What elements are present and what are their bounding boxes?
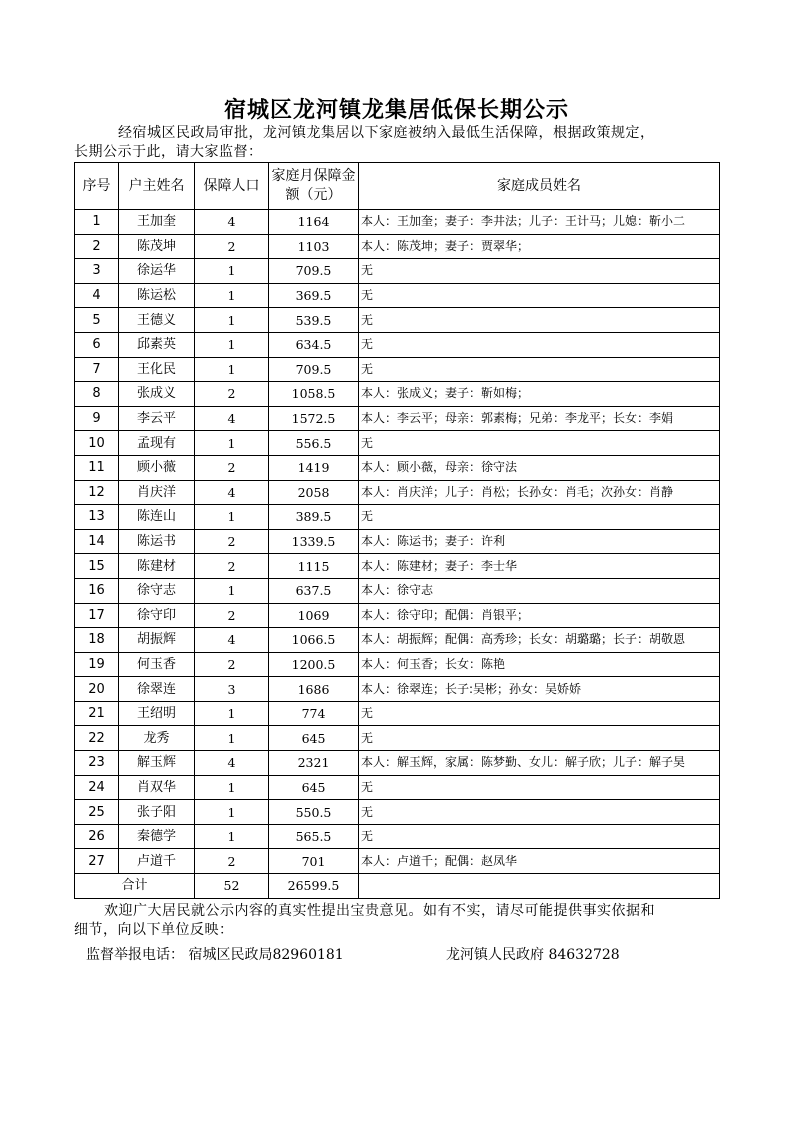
row-householder-name: 徐翠连 <box>119 677 195 702</box>
row-people-count: 1 <box>195 259 269 284</box>
row-people-count: 1 <box>195 283 269 308</box>
family-members-text: 本人：顾小薇，母亲：徐守法 <box>361 460 518 475</box>
row-householder-name: 何玉香 <box>119 652 195 677</box>
row-monthly-amount: 389.5 <box>269 505 359 530</box>
row-monthly-amount: 1686 <box>269 677 359 702</box>
row-no: 25 <box>75 800 119 825</box>
row-no: 26 <box>75 824 119 849</box>
total-amount: 26599.5 <box>269 874 359 899</box>
family-members-text: 本人：陈运书；妻子：许利 <box>361 534 506 549</box>
row-no: 14 <box>75 529 119 554</box>
table-row <box>75 259 720 284</box>
row-no: 3 <box>75 259 119 284</box>
table-row <box>75 505 720 530</box>
table-row <box>75 234 720 259</box>
row-family-members <box>359 259 720 284</box>
row-monthly-amount: 2058 <box>269 480 359 505</box>
row-monthly-amount: 634.5 <box>269 332 359 357</box>
family-members-text: 本人：徐守志 <box>361 583 434 598</box>
family-members-text: 无 <box>361 829 374 844</box>
row-monthly-amount: 550.5 <box>269 800 359 825</box>
outro-line-2: 细节，向以下单位反映： <box>74 922 234 938</box>
row-monthly-amount: 556.5 <box>269 431 359 456</box>
row-family-members <box>359 332 720 357</box>
row-householder-name: 张子阳 <box>119 800 195 825</box>
row-family-members <box>359 529 720 554</box>
row-no: 15 <box>75 554 119 579</box>
table-row <box>75 701 720 726</box>
row-householder-name: 王化民 <box>119 357 195 382</box>
row-no: 12 <box>75 480 119 505</box>
row-householder-name: 顾小薇 <box>119 455 195 480</box>
table-row <box>75 406 720 431</box>
row-no: 19 <box>75 652 119 677</box>
row-family-members <box>359 578 720 603</box>
row-monthly-amount: 1339.5 <box>269 529 359 554</box>
row-family-members <box>359 701 720 726</box>
row-no: 10 <box>75 431 119 456</box>
family-members-text: 本人：陈建材；妻子：李士华 <box>361 558 518 573</box>
row-people-count: 1 <box>195 578 269 603</box>
contact-town-government: 龙河镇人民政府 84632728 <box>446 947 620 963</box>
row-family-members <box>359 726 720 751</box>
family-members-text: 无 <box>361 435 374 450</box>
row-householder-name: 邱素英 <box>119 332 195 357</box>
row-householder-name: 陈运书 <box>119 529 195 554</box>
row-householder-name: 肖双华 <box>119 775 195 800</box>
row-householder-name: 龙秀 <box>119 726 195 751</box>
table-row <box>75 578 720 603</box>
row-monthly-amount: 1419 <box>269 455 359 480</box>
row-people-count: 4 <box>195 628 269 653</box>
row-people-count: 2 <box>195 455 269 480</box>
intro-line-2: 长期公示于此，请大家监督： <box>74 144 263 160</box>
row-people-count: 4 <box>195 406 269 431</box>
table-row <box>75 382 720 407</box>
row-people-count: 2 <box>195 554 269 579</box>
row-family-members <box>359 480 720 505</box>
row-householder-name: 卢道千 <box>119 849 195 874</box>
header-name: 户主姓名 <box>119 163 195 210</box>
row-monthly-amount: 645 <box>269 775 359 800</box>
row-householder-name: 王德义 <box>119 308 195 333</box>
table-row <box>75 824 720 849</box>
row-monthly-amount: 774 <box>269 701 359 726</box>
family-members-text: 无 <box>361 337 374 352</box>
intro-paragraph <box>74 124 724 162</box>
row-no: 13 <box>75 505 119 530</box>
row-householder-name: 徐守志 <box>119 578 195 603</box>
row-monthly-amount: 1115 <box>269 554 359 579</box>
table-row <box>75 726 720 751</box>
table-row <box>75 849 720 874</box>
family-members-text: 本人：徐守印；配偶：肖银平； <box>361 607 530 622</box>
row-people-count: 1 <box>195 824 269 849</box>
family-members-text: 无 <box>361 263 374 278</box>
table-row <box>75 751 720 776</box>
table-row <box>75 652 720 677</box>
row-householder-name: 王绍明 <box>119 701 195 726</box>
row-monthly-amount: 637.5 <box>269 578 359 603</box>
row-no: 6 <box>75 332 119 357</box>
family-members-text: 本人：卢道千；配偶：赵凤华 <box>361 853 518 868</box>
family-members-text: 无 <box>361 804 374 819</box>
table-row <box>75 455 720 480</box>
row-no: 22 <box>75 726 119 751</box>
row-people-count: 1 <box>195 726 269 751</box>
row-people-count: 1 <box>195 357 269 382</box>
row-people-count: 3 <box>195 677 269 702</box>
family-members-text: 无 <box>361 730 374 745</box>
row-family-members <box>359 505 720 530</box>
table-row <box>75 628 720 653</box>
row-no: 7 <box>75 357 119 382</box>
contact-line <box>86 944 620 964</box>
row-householder-name: 陈茂坤 <box>119 234 195 259</box>
row-people-count: 1 <box>195 308 269 333</box>
family-members-text: 无 <box>361 312 374 327</box>
row-people-count: 4 <box>195 210 269 235</box>
row-family-members <box>359 308 720 333</box>
row-no: 23 <box>75 751 119 776</box>
subsistence-allowance-table <box>74 162 720 899</box>
row-family-members <box>359 554 720 579</box>
row-people-count: 1 <box>195 701 269 726</box>
row-family-members <box>359 382 720 407</box>
family-members-text: 本人：解玉辉，家属：陈梦勤、女儿：解子欣；儿子：解子昊 <box>361 755 686 770</box>
row-householder-name: 陈连山 <box>119 505 195 530</box>
intro-line-1: 经宿城区民政局审批，龙河镇龙集居以下家庭被纳入最低生活保障，根据政策规定， <box>118 125 655 141</box>
family-members-text: 本人：陈茂坤；妻子：贾翠华； <box>361 238 530 253</box>
contact-civil-affairs: 监督举报电话： 宿城区民政局82960181 <box>86 947 344 963</box>
feedback-paragraph <box>74 902 724 940</box>
row-no: 16 <box>75 578 119 603</box>
row-people-count: 2 <box>195 603 269 628</box>
row-people-count: 4 <box>195 480 269 505</box>
family-members-text: 本人：李云平；母亲：郭素梅；兄弟：李龙平；长女：李娟 <box>361 411 674 426</box>
row-family-members <box>359 824 720 849</box>
row-people-count: 2 <box>195 234 269 259</box>
row-family-members <box>359 406 720 431</box>
row-householder-name: 陈运松 <box>119 283 195 308</box>
row-no: 20 <box>75 677 119 702</box>
row-no: 9 <box>75 406 119 431</box>
family-members-text: 无 <box>361 706 374 721</box>
row-people-count: 2 <box>195 849 269 874</box>
row-people-count: 1 <box>195 431 269 456</box>
row-monthly-amount: 709.5 <box>269 357 359 382</box>
row-householder-name: 秦德学 <box>119 824 195 849</box>
row-family-members <box>359 775 720 800</box>
row-people-count: 2 <box>195 382 269 407</box>
table-row <box>75 775 720 800</box>
row-people-count: 2 <box>195 529 269 554</box>
family-members-text: 本人：张成义；妻子：靳如梅； <box>361 386 530 401</box>
row-monthly-amount: 2321 <box>269 751 359 776</box>
family-members-text: 本人：胡振辉；配偶：高秀珍；长女：胡璐璐；长子：胡敬恩 <box>361 632 686 647</box>
row-family-members <box>359 234 720 259</box>
row-no: 11 <box>75 455 119 480</box>
row-people-count: 1 <box>195 505 269 530</box>
row-no: 8 <box>75 382 119 407</box>
row-no: 2 <box>75 234 119 259</box>
row-family-members <box>359 800 720 825</box>
row-people-count: 1 <box>195 800 269 825</box>
total-people: 52 <box>195 874 269 899</box>
row-monthly-amount: 1103 <box>269 234 359 259</box>
family-members-text: 本人：王加奎；妻子：李井法；儿子：王计马；儿媳：靳小二 <box>361 214 686 229</box>
row-family-members <box>359 751 720 776</box>
row-monthly-amount: 1572.5 <box>269 406 359 431</box>
row-family-members <box>359 603 720 628</box>
row-householder-name: 张成义 <box>119 382 195 407</box>
row-householder-name: 李云平 <box>119 406 195 431</box>
row-monthly-amount: 1066.5 <box>269 628 359 653</box>
row-householder-name: 王加奎 <box>119 210 195 235</box>
table-row <box>75 431 720 456</box>
row-no: 21 <box>75 701 119 726</box>
row-householder-name: 胡振辉 <box>119 628 195 653</box>
row-no: 1 <box>75 210 119 235</box>
row-monthly-amount: 709.5 <box>269 259 359 284</box>
row-family-members <box>359 455 720 480</box>
table-row <box>75 603 720 628</box>
row-householder-name: 徐守印 <box>119 603 195 628</box>
table-row <box>75 529 720 554</box>
row-people-count: 1 <box>195 332 269 357</box>
row-monthly-amount: 1058.5 <box>269 382 359 407</box>
total-members <box>359 874 720 899</box>
family-members-text: 无 <box>361 288 374 303</box>
row-householder-name: 肖庆洋 <box>119 480 195 505</box>
row-family-members <box>359 431 720 456</box>
header-amount: 家庭月保障金额（元） <box>269 163 359 210</box>
row-monthly-amount: 369.5 <box>269 283 359 308</box>
row-householder-name: 徐运华 <box>119 259 195 284</box>
row-no: 5 <box>75 308 119 333</box>
family-members-text: 本人：何玉香；长女：陈艳 <box>361 656 506 671</box>
outro-line-1: 欢迎广大居民就公示内容的真实性提出宝贵意见。如有不实，请尽可能提供事实依据和 <box>104 903 655 919</box>
table-row <box>75 308 720 333</box>
header-people: 保障人口 <box>195 163 269 210</box>
row-no: 27 <box>75 849 119 874</box>
family-members-text: 本人：肖庆洋；儿子：肖松；长孙女：肖毛；次孙女：肖静 <box>361 484 674 499</box>
table-row <box>75 480 720 505</box>
row-no: 18 <box>75 628 119 653</box>
row-family-members <box>359 677 720 702</box>
row-householder-name: 孟现有 <box>119 431 195 456</box>
row-family-members <box>359 283 720 308</box>
row-monthly-amount: 645 <box>269 726 359 751</box>
header-members: 家庭成员姓名 <box>359 163 720 210</box>
row-family-members <box>359 652 720 677</box>
table-row <box>75 332 720 357</box>
total-row <box>75 874 720 899</box>
family-members-text: 无 <box>361 779 374 794</box>
family-members-text: 本人：徐翠连；长子:吴彬；孙女：吴娇娇 <box>361 681 582 696</box>
table-row <box>75 357 720 382</box>
row-family-members <box>359 357 720 382</box>
family-members-text: 无 <box>361 361 374 376</box>
row-monthly-amount: 539.5 <box>269 308 359 333</box>
row-no: 24 <box>75 775 119 800</box>
row-householder-name: 解玉辉 <box>119 751 195 776</box>
row-monthly-amount: 701 <box>269 849 359 874</box>
row-householder-name: 陈建材 <box>119 554 195 579</box>
table-row <box>75 800 720 825</box>
row-no: 17 <box>75 603 119 628</box>
table-row <box>75 677 720 702</box>
row-family-members <box>359 210 720 235</box>
table-row <box>75 554 720 579</box>
table-row <box>75 283 720 308</box>
row-no: 4 <box>75 283 119 308</box>
row-people-count: 1 <box>195 775 269 800</box>
total-label: 合计 <box>75 874 195 899</box>
table-row <box>75 210 720 235</box>
row-family-members <box>359 849 720 874</box>
header-no: 序号 <box>75 163 119 210</box>
row-monthly-amount: 1069 <box>269 603 359 628</box>
page-title: 宿城区龙河镇龙集居低保长期公示 <box>223 97 569 123</box>
row-monthly-amount: 565.5 <box>269 824 359 849</box>
row-people-count: 4 <box>195 751 269 776</box>
row-monthly-amount: 1200.5 <box>269 652 359 677</box>
row-family-members <box>359 628 720 653</box>
row-monthly-amount: 1164 <box>269 210 359 235</box>
row-people-count: 2 <box>195 652 269 677</box>
family-members-text: 无 <box>361 509 374 524</box>
table-header-row <box>75 163 720 210</box>
